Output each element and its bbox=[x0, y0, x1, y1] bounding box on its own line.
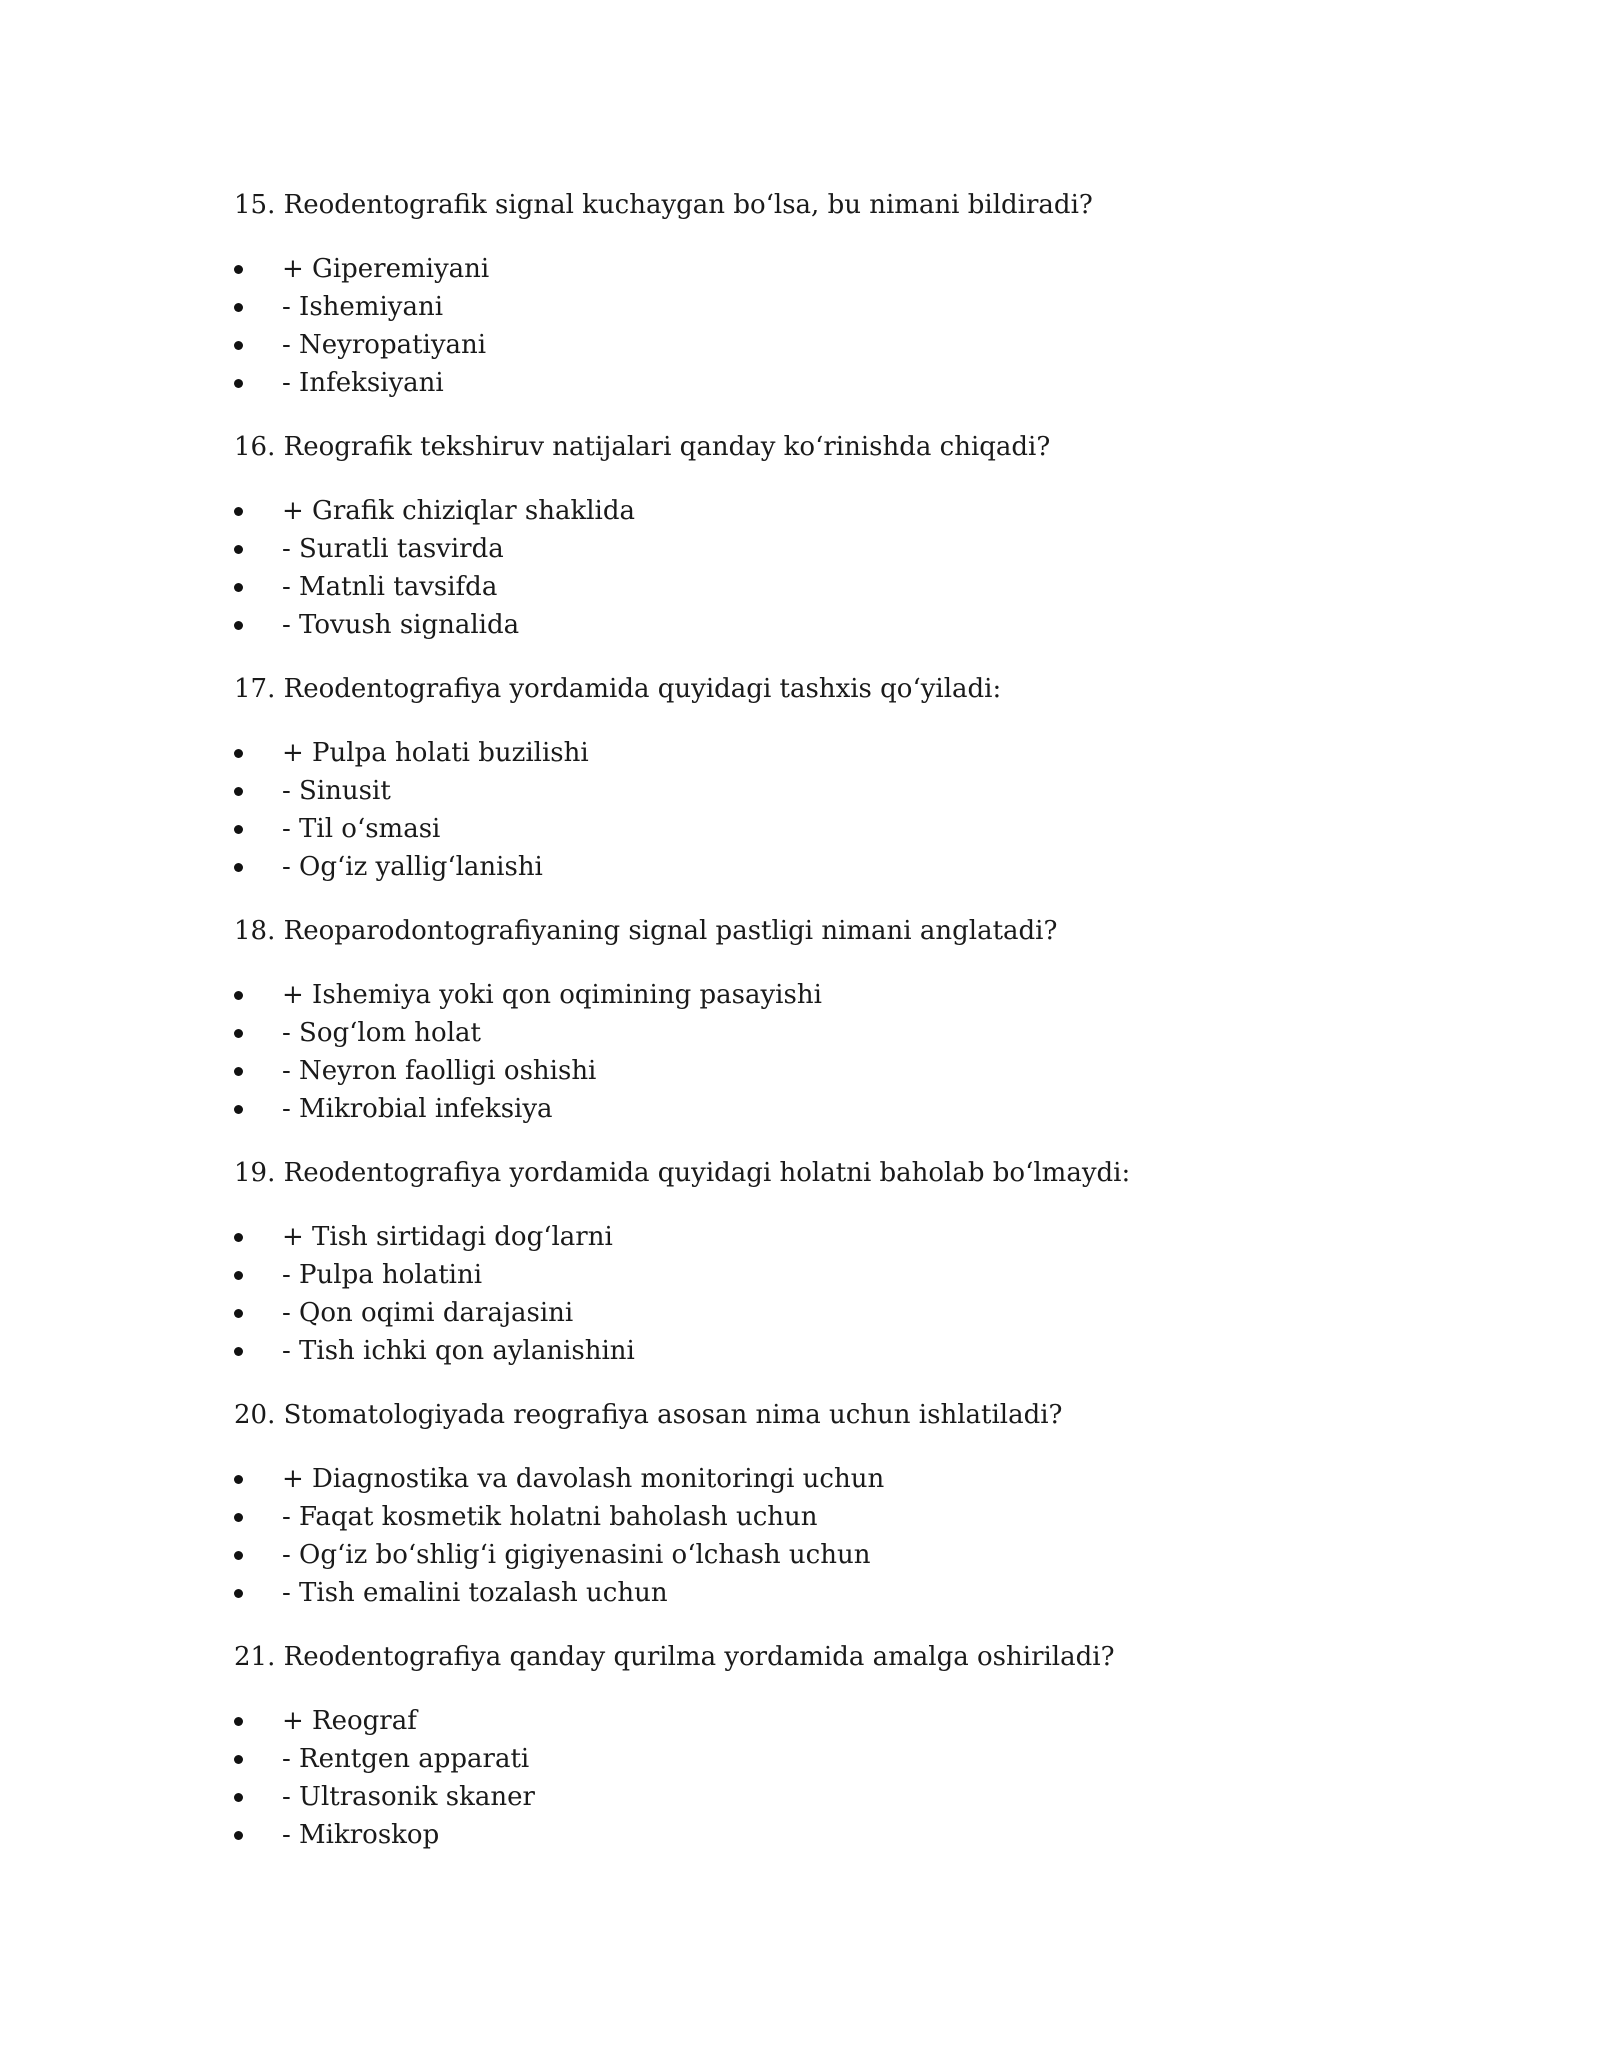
question-text: 21. Reodentografiya qanday qurilma yordamida amalga oshiriladi? bbox=[234, 1642, 1115, 1672]
bullet-icon bbox=[234, 1271, 243, 1280]
answer-text: - Tovush signalida bbox=[282, 610, 520, 640]
answer-option bbox=[234, 810, 1434, 848]
bullet-icon bbox=[234, 379, 243, 388]
answer-option bbox=[234, 1816, 1434, 1854]
answer-text: - Tish ichki qon aylanishini bbox=[282, 1336, 635, 1366]
answer-list bbox=[234, 734, 1434, 886]
answer-option bbox=[234, 1778, 1434, 1816]
bullet-icon bbox=[234, 1755, 243, 1764]
answer-text: - Tish emalini tozalash uchun bbox=[282, 1578, 668, 1608]
answer-option bbox=[234, 1256, 1434, 1294]
answer-text: - Qon oqimi darajasini bbox=[282, 1298, 574, 1328]
answer-option bbox=[234, 772, 1434, 810]
answer-option bbox=[234, 734, 1434, 772]
answer-text: - Sinusit bbox=[282, 776, 391, 806]
bullet-icon bbox=[234, 1793, 243, 1802]
answer-text: - Mikroskop bbox=[282, 1820, 440, 1850]
bullet-icon bbox=[234, 825, 243, 834]
answer-option bbox=[234, 288, 1434, 326]
answer-option bbox=[234, 1702, 1434, 1740]
question-block bbox=[234, 1154, 1434, 1396]
answer-list bbox=[234, 1218, 1434, 1370]
answer-text: + Pulpa holati buzilishi bbox=[282, 738, 589, 768]
answer-list bbox=[234, 492, 1434, 644]
answer-option bbox=[234, 568, 1434, 606]
answer-option bbox=[234, 1740, 1434, 1778]
bullet-icon bbox=[234, 341, 243, 350]
answer-text: - Neyron faolligi oshishi bbox=[282, 1056, 597, 1086]
answer-text: + Giperemiyani bbox=[282, 254, 490, 284]
answer-text: - Og‘iz yallig‘lanishi bbox=[282, 852, 543, 882]
answer-option bbox=[234, 1218, 1434, 1256]
answer-text: + Tish sirtidagi dog‘larni bbox=[282, 1222, 613, 1252]
answer-option bbox=[234, 1536, 1434, 1574]
answer-option bbox=[234, 492, 1434, 530]
answer-list bbox=[234, 250, 1434, 402]
bullet-icon bbox=[234, 1029, 243, 1038]
bullet-icon bbox=[234, 1475, 243, 1484]
answer-text: - Infeksiyani bbox=[282, 368, 444, 398]
question-block bbox=[234, 1396, 1434, 1638]
answer-text: - Mikrobial infeksiya bbox=[282, 1094, 553, 1124]
bullet-icon bbox=[234, 545, 243, 554]
bullet-icon bbox=[234, 863, 243, 872]
answer-option bbox=[234, 326, 1434, 364]
answer-option bbox=[234, 1332, 1434, 1370]
answer-text: - Sog‘lom holat bbox=[282, 1018, 481, 1048]
bullet-icon bbox=[234, 1309, 243, 1318]
answer-list bbox=[234, 976, 1434, 1128]
bullet-icon bbox=[234, 507, 243, 516]
answer-text: + Grafik chiziqlar shaklida bbox=[282, 496, 636, 526]
answer-option bbox=[234, 530, 1434, 568]
bullet-icon bbox=[234, 1347, 243, 1356]
question-list bbox=[234, 186, 1434, 1880]
answer-text: - Faqat kosmetik holatni baholash uchun bbox=[282, 1502, 818, 1532]
answer-option bbox=[234, 364, 1434, 402]
answer-list bbox=[234, 1702, 1434, 1854]
question-text: 17. Reodentografiya yordamida quyidagi tashxis qo‘yiladi: bbox=[234, 674, 1002, 704]
answer-text: - Matnli tavsifda bbox=[282, 572, 498, 602]
question-text: 19. Reodentografiya yordamida quyidagi holatni baholab bo‘lmaydi: bbox=[234, 1158, 1131, 1188]
question-block bbox=[234, 670, 1434, 912]
answer-text: - Ultrasonik skaner bbox=[282, 1782, 535, 1812]
question-block bbox=[234, 186, 1434, 428]
bullet-icon bbox=[234, 787, 243, 796]
answer-option bbox=[234, 1574, 1434, 1612]
bullet-icon bbox=[234, 621, 243, 630]
answer-option bbox=[234, 976, 1434, 1014]
bullet-icon bbox=[234, 991, 243, 1000]
bullet-icon bbox=[234, 1717, 243, 1726]
bullet-icon bbox=[234, 1589, 243, 1598]
bullet-icon bbox=[234, 749, 243, 758]
answer-text: + Diagnostika va davolash monitoringi uchun bbox=[282, 1464, 885, 1494]
question-text: 15. Reodentografik signal kuchaygan bo‘lsa, bu nimani bildiradi? bbox=[234, 190, 1093, 220]
bullet-icon bbox=[234, 303, 243, 312]
answer-text: + Reograf bbox=[282, 1706, 417, 1736]
answer-text: - Pulpa holatini bbox=[282, 1260, 483, 1290]
bullet-icon bbox=[234, 1831, 243, 1840]
question-text: 18. Reoparodontografiyaning signal pastligi nimani anglatadi? bbox=[234, 916, 1058, 946]
answer-option bbox=[234, 250, 1434, 288]
bullet-icon bbox=[234, 265, 243, 274]
bullet-icon bbox=[234, 583, 243, 592]
answer-option bbox=[234, 1294, 1434, 1332]
question-block bbox=[234, 912, 1434, 1154]
answer-option bbox=[234, 1052, 1434, 1090]
answer-option bbox=[234, 1460, 1434, 1498]
answer-text: + Ishemiya yoki qon oqimining pasayishi bbox=[282, 980, 822, 1010]
answer-option bbox=[234, 1090, 1434, 1128]
question-block bbox=[234, 428, 1434, 670]
question-text: 16. Reografik tekshiruv natijalari qanday ko‘rinishda chiqadi? bbox=[234, 432, 1051, 462]
bullet-icon bbox=[234, 1067, 243, 1076]
bullet-icon bbox=[234, 1233, 243, 1242]
bullet-icon bbox=[234, 1105, 243, 1114]
question-text: 20. Stomatologiyada reografiya asosan nima uchun ishlatiladi? bbox=[234, 1400, 1063, 1430]
answer-option bbox=[234, 606, 1434, 644]
answer-option bbox=[234, 1498, 1434, 1536]
answer-text: - Til o‘smasi bbox=[282, 814, 441, 844]
answer-text: - Suratli tasvirda bbox=[282, 534, 504, 564]
answer-text: - Neyropatiyani bbox=[282, 330, 487, 360]
bullet-icon bbox=[234, 1513, 243, 1522]
answer-option bbox=[234, 848, 1434, 886]
answer-text: - Og‘iz bo‘shlig‘i gigiyenasini o‘lchash uchun bbox=[282, 1540, 871, 1570]
answer-option bbox=[234, 1014, 1434, 1052]
answer-text: - Rentgen apparati bbox=[282, 1744, 530, 1774]
answer-list bbox=[234, 1460, 1434, 1612]
answer-text: - Ishemiyani bbox=[282, 292, 444, 322]
question-block bbox=[234, 1638, 1434, 1880]
bullet-icon bbox=[234, 1551, 243, 1560]
